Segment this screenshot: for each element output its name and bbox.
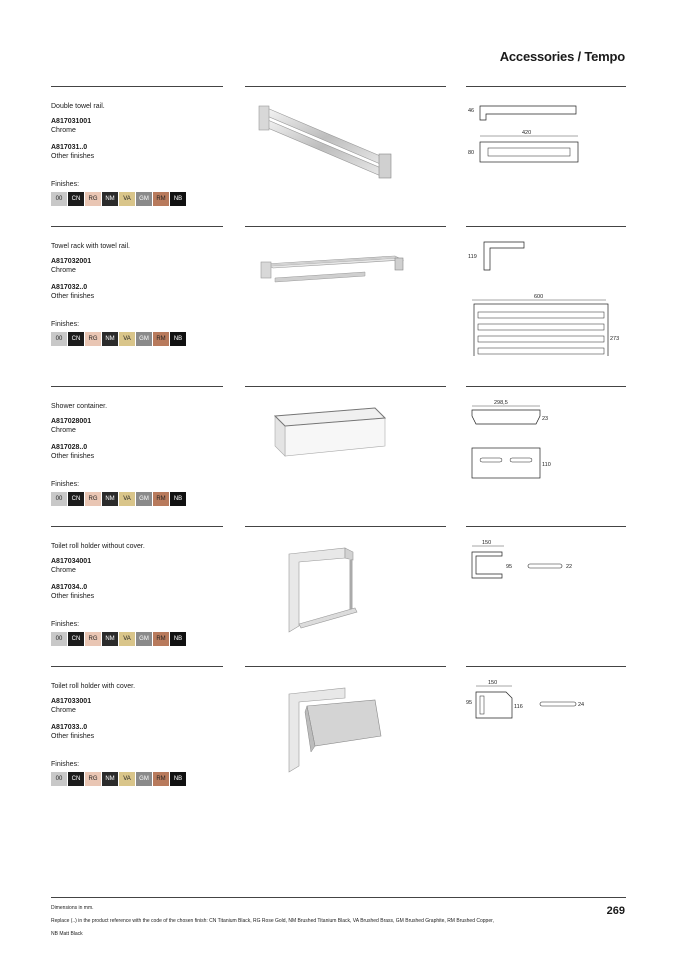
product-name: Toilet roll holder with cover. <box>51 683 136 690</box>
technical-drawing <box>466 536 626 656</box>
technical-drawing <box>466 96 626 216</box>
page-number: 269 <box>606 905 625 917</box>
dim-label: 119 <box>468 254 477 260</box>
finish-swatch-nm: NM <box>102 632 118 646</box>
divider <box>51 386 223 387</box>
dim-label: 298,5 <box>494 400 508 406</box>
dim-label: 420 <box>522 130 532 136</box>
technical-drawing <box>466 396 626 516</box>
finish-other-label: Other finishes <box>51 593 95 600</box>
finish-swatch-00: 00 <box>51 332 67 346</box>
product-code-chrome: A817033001 <box>51 698 92 705</box>
finish-swatch-rm: RM <box>153 332 169 346</box>
product-name: Towel rack with towel rail. <box>51 243 130 250</box>
finish-swatch-cn: CN <box>68 772 84 786</box>
finish-swatch-gm: GM <box>136 632 152 646</box>
finish-swatch-va: VA <box>119 772 135 786</box>
dim-label: 80 <box>468 150 475 156</box>
dim-label: 150 <box>482 540 492 546</box>
finish-swatch-00: 00 <box>51 192 67 206</box>
technical-drawing <box>466 236 626 356</box>
finish-swatch-rg: RG <box>85 192 101 206</box>
finish-swatch-cn: CN <box>68 492 84 506</box>
finish-swatch-gm: GM <box>136 772 152 786</box>
finish-swatch-gm: GM <box>136 492 152 506</box>
finish-swatch-gm: GM <box>136 192 152 206</box>
finish-swatch-va: VA <box>119 192 135 206</box>
page-title: Accessories / Tempo <box>499 49 625 64</box>
finish-swatch-nm: NM <box>102 492 118 506</box>
dim-label: 22 <box>566 564 573 570</box>
finish-swatch-gm: GM <box>136 332 152 346</box>
finish-swatches <box>51 492 186 506</box>
finish-swatch-00: 00 <box>51 492 67 506</box>
finish-swatch-nb: NB <box>170 492 186 506</box>
divider <box>245 526 446 527</box>
finish-swatch-rg: RG <box>85 632 101 646</box>
finish-swatch-rm: RM <box>153 492 169 506</box>
finishes-label: Finishes: <box>51 621 80 628</box>
divider <box>466 226 626 227</box>
dim-label: 23 <box>542 416 549 422</box>
finish-swatches <box>51 192 186 206</box>
product-row <box>0 666 677 806</box>
product-row <box>0 226 677 366</box>
divider <box>466 386 626 387</box>
dim-label: 46 <box>468 108 475 114</box>
finish-swatch-nb: NB <box>170 772 186 786</box>
dim-label: 95 <box>506 564 513 570</box>
finish-swatches <box>51 332 186 346</box>
finish-other-label: Other finishes <box>51 153 95 160</box>
dimensions-note: Dimensions in mm. <box>51 905 94 911</box>
finish-swatch-nm: NM <box>102 192 118 206</box>
dim-label: 95 <box>466 700 473 706</box>
finish-swatch-va: VA <box>119 332 135 346</box>
finish-swatch-nb: NB <box>170 192 186 206</box>
finish-other-label: Other finishes <box>51 293 95 300</box>
dim-label: 24 <box>578 702 585 708</box>
finishes-label: Finishes: <box>51 321 80 328</box>
finish-chrome-label: Chrome <box>51 427 76 434</box>
divider <box>245 386 446 387</box>
product-code-other: A817034..0 <box>51 584 88 591</box>
finish-swatch-rg: RG <box>85 772 101 786</box>
finish-swatch-nm: NM <box>102 772 118 786</box>
finishes-label: Finishes: <box>51 481 80 488</box>
finish-chrome-label: Chrome <box>51 127 76 134</box>
finishes-label: Finishes: <box>51 181 80 188</box>
product-code-other: A817033..0 <box>51 724 88 731</box>
finish-swatch-cn: CN <box>68 192 84 206</box>
finish-swatch-cn: CN <box>68 332 84 346</box>
finish-swatch-va: VA <box>119 632 135 646</box>
product-code-other: A817032..0 <box>51 284 88 291</box>
finish-chrome-label: Chrome <box>51 567 76 574</box>
divider <box>245 666 446 667</box>
product-name: Double towel rail. <box>51 103 105 110</box>
replace-note: Replace (..) in the product reference with the code of the chosen finish: CN Titanium Black, RG Rose Gold, NM Brushed Titanium Black, VA Brushed Brass, GM Brushed Graphite, RM Brushed Copper, <box>51 918 494 924</box>
finish-swatches <box>51 632 186 646</box>
divider <box>51 226 223 227</box>
divider <box>245 226 446 227</box>
finish-chrome-label: Chrome <box>51 707 76 714</box>
product-photo-towel-rack <box>245 236 446 356</box>
footer-divider <box>51 897 626 898</box>
finish-swatch-cn: CN <box>68 632 84 646</box>
dim-label: 110 <box>542 462 551 468</box>
divider <box>245 86 446 87</box>
product-code-chrome: A817031001 <box>51 118 92 125</box>
product-code-chrome: A817032001 <box>51 258 92 265</box>
product-photo-shower-container <box>245 396 446 516</box>
divider <box>51 86 223 87</box>
finish-swatch-nm: NM <box>102 332 118 346</box>
finish-swatch-rg: RG <box>85 332 101 346</box>
product-name: Shower container. <box>51 403 108 410</box>
dim-label: 600 <box>534 294 544 300</box>
product-photo-toilet-roll-holder <box>245 536 446 656</box>
finish-swatch-nb: NB <box>170 332 186 346</box>
dim-label: 150 <box>488 680 498 686</box>
finish-swatch-rg: RG <box>85 492 101 506</box>
finish-swatch-va: VA <box>119 492 135 506</box>
finishes-label: Finishes: <box>51 761 80 768</box>
finish-swatch-rm: RM <box>153 632 169 646</box>
divider <box>466 526 626 527</box>
product-photo-double-towel-rail <box>245 96 446 216</box>
finish-other-label: Other finishes <box>51 733 95 740</box>
finish-swatches <box>51 772 186 786</box>
finish-other-label: Other finishes <box>51 453 95 460</box>
technical-drawing <box>466 676 626 796</box>
finish-swatch-rm: RM <box>153 772 169 786</box>
divider <box>466 666 626 667</box>
finish-swatch-nb: NB <box>170 632 186 646</box>
product-row <box>0 386 677 526</box>
product-row <box>0 86 677 226</box>
product-code-chrome: A817028001 <box>51 418 92 425</box>
finish-swatch-00: 00 <box>51 772 67 786</box>
finish-swatch-00: 00 <box>51 632 67 646</box>
dim-label: 116 <box>514 704 523 710</box>
replace-note-continued: NB Matt Black <box>51 931 83 937</box>
product-code-other: A817028..0 <box>51 444 88 451</box>
product-code-other: A817031..0 <box>51 144 88 151</box>
divider <box>51 526 223 527</box>
finish-chrome-label: Chrome <box>51 267 76 274</box>
divider <box>51 666 223 667</box>
finish-swatch-rm: RM <box>153 192 169 206</box>
divider <box>466 86 626 87</box>
product-code-chrome: A817034001 <box>51 558 92 565</box>
product-photo-toilet-roll-holder-cover <box>245 676 446 796</box>
product-name: Toilet roll holder without cover. <box>51 543 145 550</box>
product-row <box>0 526 677 666</box>
dim-label: 273 <box>610 336 620 342</box>
